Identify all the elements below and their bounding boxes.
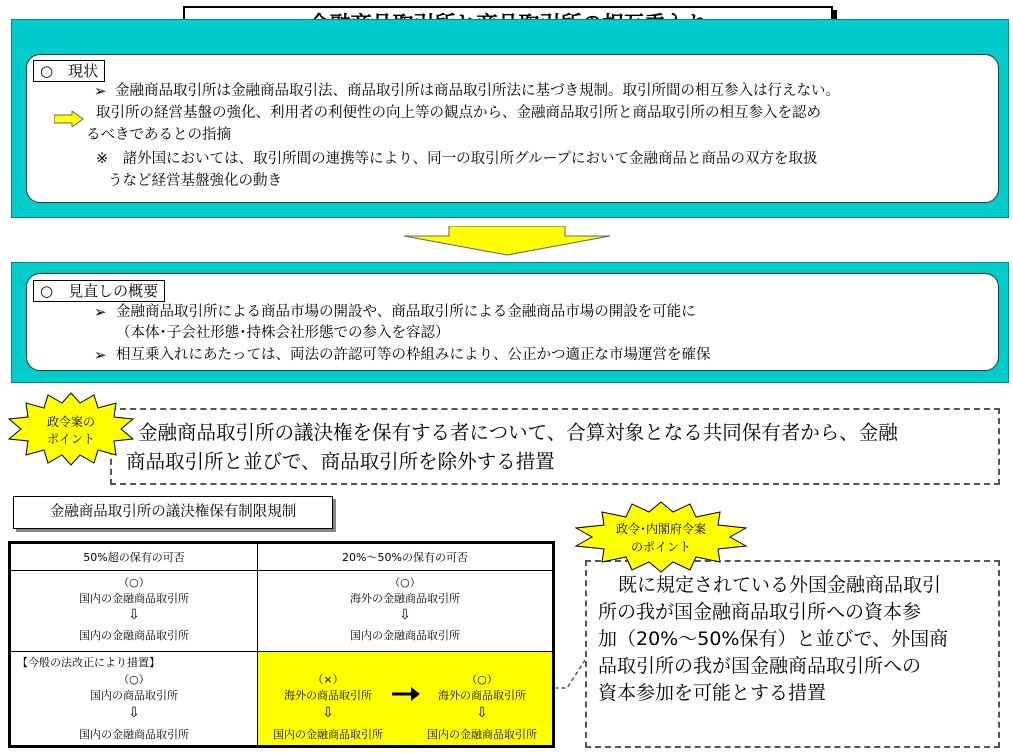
r2c1-to: 国内の金融商品取引所	[79, 728, 189, 741]
r2c1-from: 国内の商品取引所	[90, 689, 178, 702]
point2-line-2: 所の我が国金融商品取引所への資本参	[598, 601, 922, 623]
current-bullet-1: 金融商品取引所は金融商品取引法、商品取引所は商品取引所法に基づき規制。取引所間の相互参入は行えない。	[115, 83, 840, 99]
r1c2-from: 海外の金融商品取引所	[350, 592, 460, 605]
voting-rights-table	[8, 541, 555, 748]
col-header-over-50: 50%超の保有の可否	[83, 551, 185, 564]
col-header-20-50: 20%～50%の保有の可否	[342, 551, 468, 564]
regulation-label: 金融商品取引所の議決権保有制限規制	[13, 496, 333, 529]
starburst-badge-icon	[572, 500, 750, 574]
r2c2a-from: 海外の商品取引所	[284, 689, 372, 702]
review-bullet-1: 金融商品取引所による商品市場の開設や、商品取引所による金融商品市場の開設を可能に	[116, 304, 696, 320]
bullet-arrow-icon: ➢	[94, 303, 107, 321]
current-note-line-1: ※ 諸外国においては、取引所間の連携等により、同一の取引所グループにおいて金融商品と商品の双方を取扱	[96, 151, 818, 167]
bullet-arrow-icon: ➢	[94, 346, 107, 364]
r2c2a-mark: （×）	[312, 673, 344, 686]
r2c2a-to: 国内の金融商品取引所	[273, 728, 383, 741]
r2c1-mark: （○）	[118, 673, 150, 686]
cabinet-order-point-line-2: 商品取引所と並びで、商品取引所を除外する措置	[126, 450, 555, 473]
r2c2b-to: 国内の金融商品取引所	[427, 728, 537, 741]
point2-line-5: 資本参加を可能とする措置	[598, 682, 827, 704]
point2-line-3: 加（20%～50%保有）と並びで、外国商	[598, 628, 949, 650]
point2-line-1: 既に規定されている外国金融商品取引	[618, 574, 942, 596]
current-issue-line-1: 取引所の経営基盤の強化、利用者の利便性の向上等の観点から、金融商品取引所と商品取引所の相互参入を認め	[96, 105, 821, 121]
r1c1-from: 国内の金融商品取引所	[79, 592, 189, 605]
cabinet-order-point-line-1: 金融商品取引所の議決権を保有する者について、合算対象となる共同保有者から、金融	[138, 421, 898, 444]
point2-line-4: 品取引所の我が国金融商品取引所への	[598, 655, 922, 677]
down-arrow-icon	[403, 226, 611, 256]
down-arrow-icon: ⇩	[476, 705, 488, 721]
review-tag: ○ 見直しの概要	[33, 280, 165, 302]
down-arrow-icon: ⇩	[399, 607, 411, 623]
cabinet-office-badge-line-2: のポイント	[630, 540, 691, 554]
review-bullet-1-sub: （本体･子会社形態･持株会社形態での参入を容認）	[116, 325, 450, 341]
r1c1-mark: （○）	[118, 576, 150, 589]
review-bullet-2: 相互乗入れにあたっては、両法の許認可等の枠組みにより、公正かつ適正な市場運営を確保	[116, 347, 711, 363]
bullet-arrow-icon: ➢	[94, 82, 107, 100]
r1c2-to: 国内の金融商品取引所	[350, 629, 460, 642]
cabinet-office-badge-line-1: 政令･内閣府令案	[615, 522, 706, 536]
r2-note: 【今般の法改正により措置】	[17, 656, 160, 669]
current-status-tag: ○ 現状	[33, 60, 105, 82]
r1c1-to: 国内の金融商品取引所	[79, 629, 189, 642]
current-issue-line-2: るべきであるとの指摘	[86, 127, 231, 143]
r1c2-mark: （○）	[389, 576, 421, 589]
table-divider-header	[11, 570, 552, 571]
down-arrow-icon: ⇩	[128, 607, 140, 623]
implication-arrow-icon	[54, 111, 84, 127]
r2c2b-mark: （○）	[466, 673, 498, 686]
down-arrow-icon: ⇩	[322, 705, 334, 721]
current-note-line-2: うなど経営基盤強化の動き	[108, 173, 282, 189]
cabinet-order-badge-line-1: 政令案の	[46, 415, 95, 429]
cabinet-order-badge-line-2: ポイント	[46, 432, 95, 446]
down-arrow-icon: ⇩	[128, 705, 140, 721]
r2c2b-from: 海外の商品取引所	[438, 689, 526, 702]
